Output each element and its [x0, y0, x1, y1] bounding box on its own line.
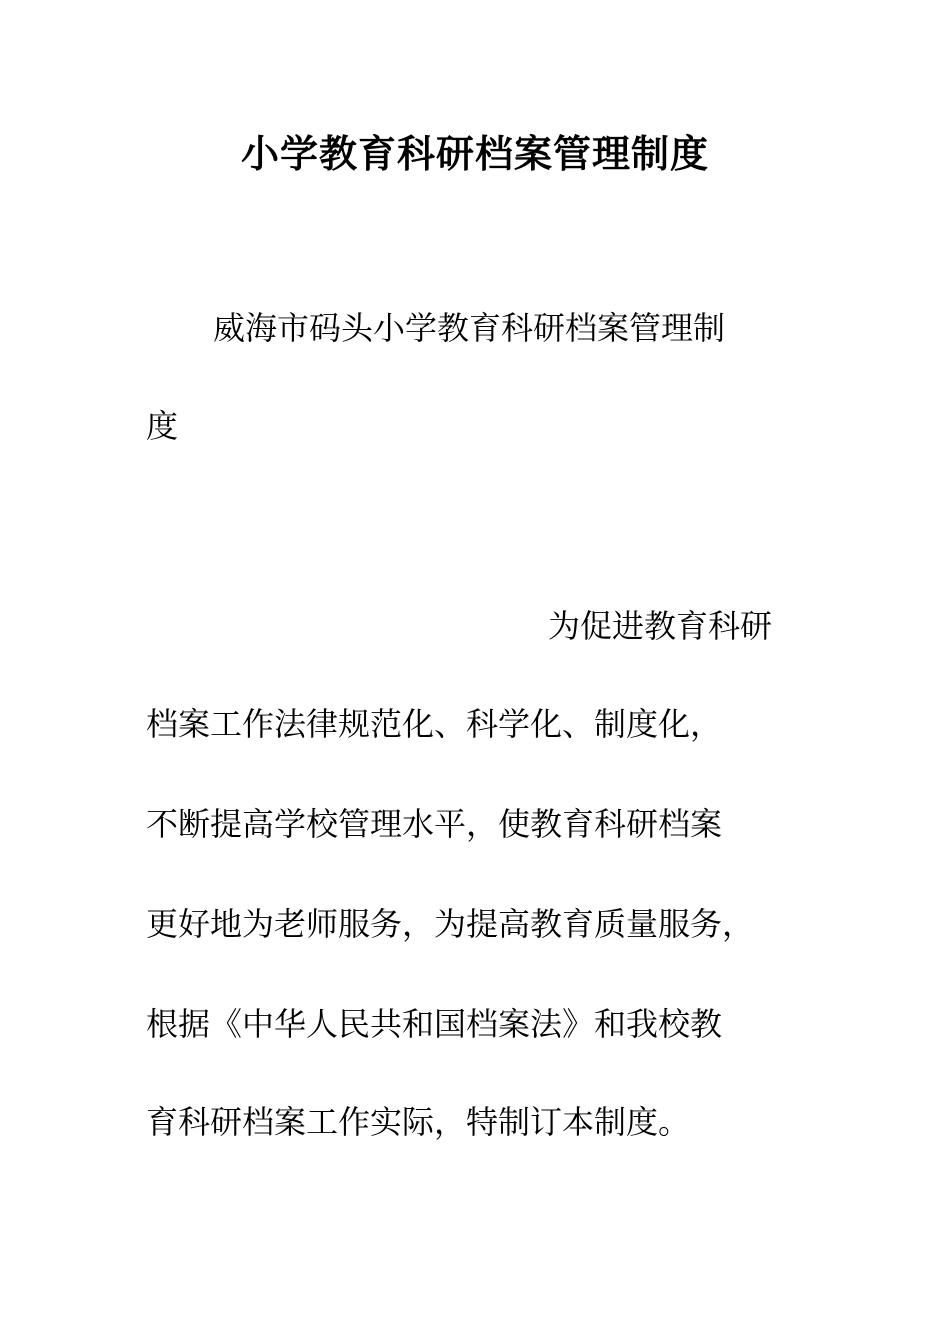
body-line-2: 档案工作法律规范化、科学化、制度化， — [146, 705, 723, 743]
document-title: 小学教育科研档案管理制度 — [240, 131, 709, 176]
body-line-4: 更好地为老师服务，为提高教育质量服务， — [146, 905, 755, 943]
heading-line-1: 威海市码头小学教育科研档案管理制 — [213, 309, 726, 347]
body-line-3: 不断提高学校管理水平，使教育科研档案 — [146, 805, 723, 843]
body-line-1: 为促进教育科研 — [548, 607, 773, 645]
body-line-5: 根据《中华人民共和国档案法》和我校教 — [146, 1005, 723, 1043]
body-line-6: 育科研档案工作实际，特制订本制度。 — [146, 1103, 691, 1141]
heading-line-2: 度 — [146, 407, 179, 445]
